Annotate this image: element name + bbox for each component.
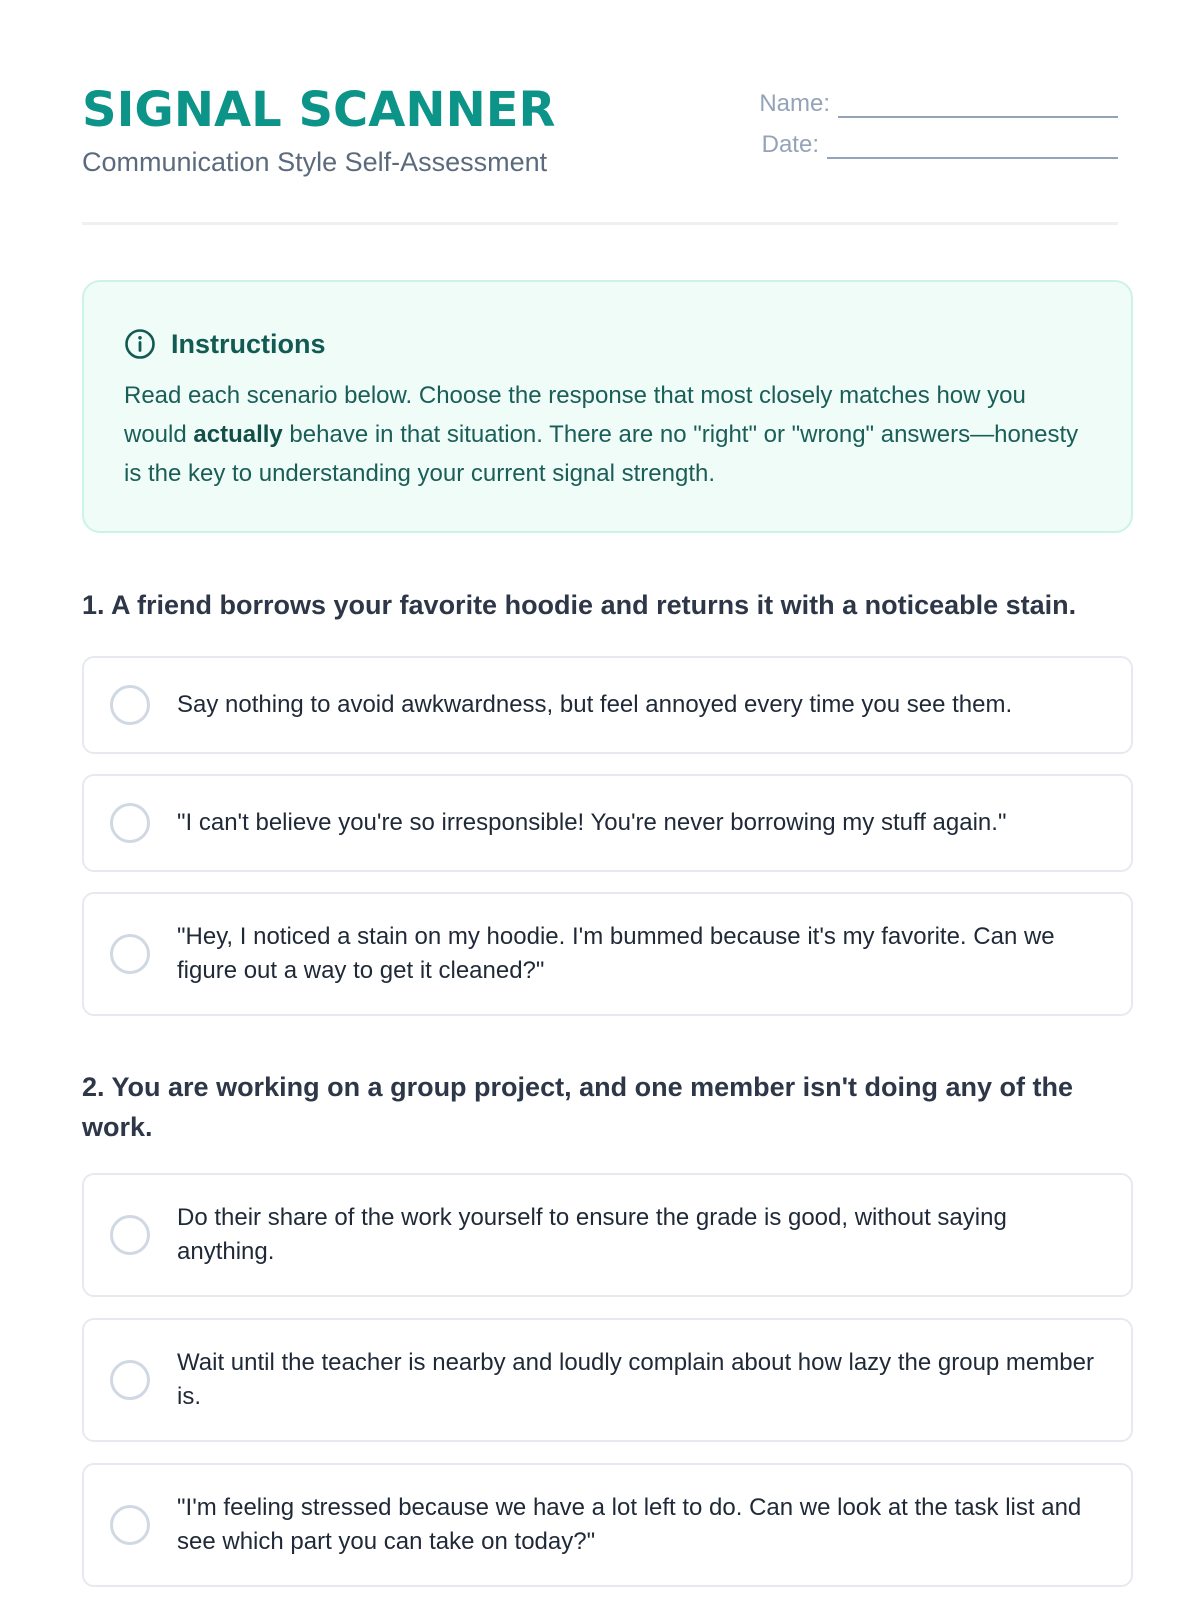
question-2-option-1[interactable]	[82, 1173, 1133, 1297]
question-2-prompt: 2. You are working on a group project, and one member isn't doing any of the work.	[82, 1072, 1074, 1142]
instructions-text	[124, 376, 1091, 493]
question-2-option-2[interactable]	[82, 1318, 1133, 1442]
header	[82, 0, 1118, 225]
option-text: "Hey, I noticed a stain on my hoodie. I'm bummed because it's my favorite. Can we figure out a way to get it cleaned?"	[177, 923, 1055, 984]
page-title: SIGNAL SCANNER	[82, 82, 556, 138]
date-field[interactable]	[827, 133, 1118, 159]
option-text: "I can't believe you're so irresponsible! You're never borrowing my stuff again."	[177, 809, 1007, 836]
instructions-title: Instructions	[171, 329, 326, 359]
instructions-text-start: Read each scenario below. Choose the response that most closely matches how you would	[124, 382, 1026, 448]
option-text: Wait until the teacher is nearby and loudly complain about how lazy the group member is.	[177, 1349, 1094, 1410]
question-1-option-1[interactable]	[82, 656, 1133, 754]
name-label: Name:	[759, 90, 830, 117]
question-1-option-3[interactable]	[82, 892, 1133, 1016]
date-label: Date:	[761, 131, 819, 158]
radio-button[interactable]	[110, 1505, 150, 1545]
date-row	[748, 123, 1118, 159]
question-1-prompt: 1. A friend borrows your favorite hoodie and returns it with a noticeable stain.	[82, 590, 1077, 620]
question-2-option-3[interactable]	[82, 1463, 1133, 1587]
page-subtitle: Communication Style Self-Assessment	[82, 147, 548, 177]
instructions-text-emphasis: actually	[193, 421, 283, 448]
radio-button[interactable]	[110, 803, 150, 843]
instructions-header	[124, 326, 1091, 362]
name-field[interactable]	[838, 92, 1118, 118]
radio-button[interactable]	[110, 1215, 150, 1255]
question-1-option-2[interactable]	[82, 774, 1133, 872]
name-date-fields	[748, 82, 1118, 164]
name-row	[748, 82, 1118, 118]
option-text: Do their share of the work yourself to ensure the grade is good, without saying anything.	[177, 1204, 1007, 1265]
info-icon	[124, 328, 156, 360]
radio-button[interactable]	[110, 685, 150, 725]
radio-button[interactable]	[110, 1360, 150, 1400]
instructions-text-end: behave in that situation. There are no "right" or "wrong" answers—honesty is the key to understanding your current signal strength.	[124, 421, 1079, 487]
option-text: "I'm feeling stressed because we have a lot left to do. Can we look at the task list and see which part you can take on today?"	[177, 1494, 1082, 1555]
radio-button[interactable]	[110, 934, 150, 974]
instructions-box	[82, 280, 1133, 533]
option-text: Say nothing to avoid awkwardness, but feel annoyed every time you see them.	[177, 691, 1013, 718]
